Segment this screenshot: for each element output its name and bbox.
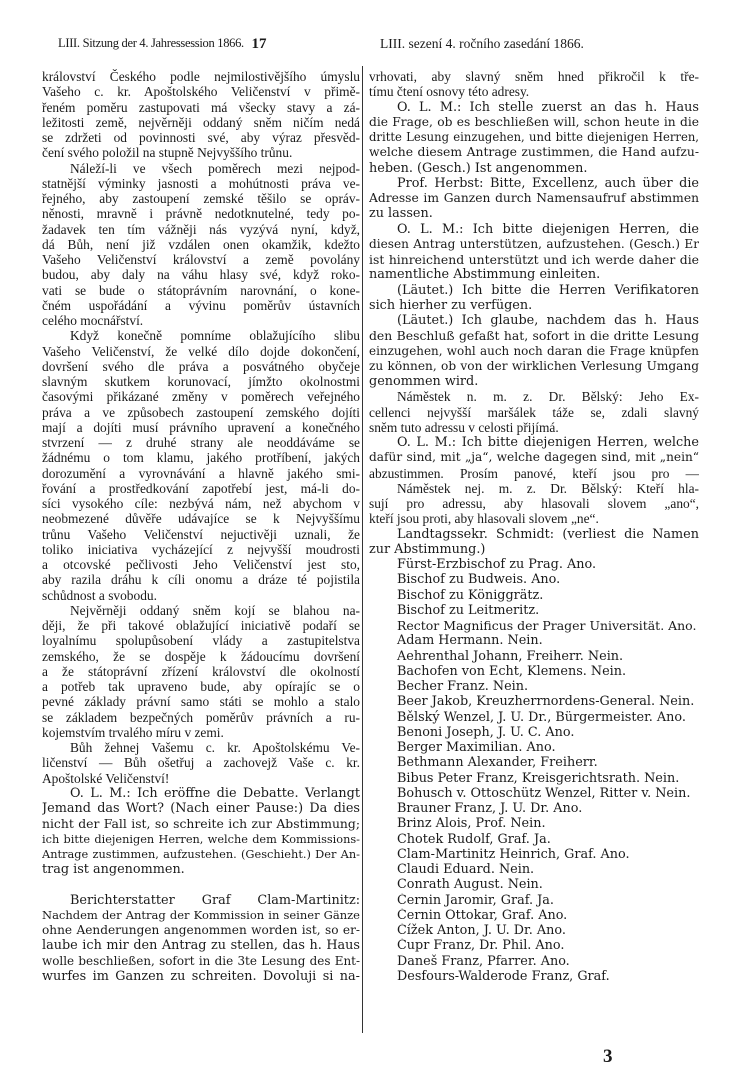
vote-list-entry: Desfours-Walderode Franz, Graf. bbox=[397, 968, 610, 984]
column-divider bbox=[362, 66, 363, 1033]
text-line: dá Bůh, není již vzdálen onen okamžik, kdežto bbox=[42, 236, 360, 252]
vote-list-entry: Beer Jakob, Kreuzherrnordens-General. Nein. bbox=[397, 694, 695, 710]
text-line: sují pro adressu, aby hlasovali slovem „ano“, bbox=[369, 496, 699, 511]
text-line: toliko iniciativa vycházející z nejvyšší moudrosti bbox=[42, 541, 360, 557]
text-line: (Läutet.) Ich glaube, nachdem das h. Haus bbox=[397, 313, 699, 328]
text-line: ist hinreichend unterstützt und ich werde daher die bbox=[369, 252, 699, 267]
text-line: časovými přikázané změny v poměrech veřejného bbox=[42, 389, 360, 405]
text-line: něnosti, mravně i právně nedotknutelné, tedy po- bbox=[42, 206, 360, 222]
header-german: LIII. Sitzung der 4. Jahressession 1866. bbox=[58, 36, 244, 50]
text-line: vrhovati, aby slavný sněm hned přikročil k tře- bbox=[369, 69, 699, 84]
vote-list-entry: Berger Maximilian. Ano. bbox=[397, 740, 556, 755]
text-line: sich hierher zu verfügen. bbox=[369, 297, 533, 313]
text-line: Nejvěrněji oddaný sněm kojí se blahou na- bbox=[70, 602, 360, 618]
text-line: zur Abstimmung.) bbox=[369, 541, 486, 557]
vote-list-entry: Clam-Martinitz Heinrich, Graf. Ano. bbox=[397, 846, 630, 862]
text-line: cellenci nejvyšší maršálek táže se, zdali slavný bbox=[369, 404, 699, 420]
text-line: kojemstvím trvalého míru v zemi. bbox=[42, 724, 224, 740]
vote-list-entry: Adam Hermann. Nein. bbox=[397, 633, 543, 649]
text-line: laube ich mir den Antrag zu stellen, das h. Haus bbox=[42, 938, 360, 954]
text-line: Vašeho Veličenství království a země povolány bbox=[42, 252, 360, 267]
text-line: Když konečně pomníme oblažujícího slibu bbox=[70, 328, 360, 344]
text-line: se základem bezpečných poměrův právních a ru- bbox=[42, 709, 360, 725]
text-line: sněm tuto adressu v celosti přijímá. bbox=[369, 419, 559, 435]
right-column bbox=[369, 69, 699, 984]
text-line: diesen Antrag unterstützen, aufzustehen. (Gesch.) Er bbox=[369, 236, 699, 251]
text-line: trag ist angenommen. bbox=[42, 862, 185, 877]
text-line: neobmezené důvěře udávajíce se k Nejvyššímu bbox=[42, 511, 360, 527]
vote-list-entry: Černin Jaromir, Graf. Ja. bbox=[397, 892, 554, 908]
text-line: čném uspořádání a vývinu poměrův ústavních bbox=[42, 297, 360, 313]
vote-list-entry: Brinz Alois, Prof. Nein. bbox=[397, 816, 546, 832]
text-line: stvrzení — z druhé strany ale neoddáváme se bbox=[42, 435, 360, 450]
text-line: O. L. M.: Ich bitte diejenigen Herren, die bbox=[397, 221, 699, 237]
text-line: tímu čtení osnovy této adresy. bbox=[369, 84, 530, 100]
text-line: die Frage, ob es beschließen will, schon heute in die bbox=[369, 114, 699, 129]
text-line: welche diesem Antrage zustimmen, die Hand aufzu- bbox=[369, 145, 699, 160]
text-line: wurfes im Ganzen zu schreiten. Dovoluji si na- bbox=[42, 968, 360, 984]
text-line: nicht der Fall ist, so schreite ich zur Abstimmung; bbox=[42, 816, 360, 832]
text-line: ležitosti země, nejvěrněji oddaný sněm ničím nedá bbox=[42, 114, 360, 130]
text-line: řování a prostředkování zapotřebí jest, má-li do- bbox=[42, 480, 360, 496]
text-line: dovršení svého dle práva a posvátného obyčeje bbox=[42, 358, 360, 374]
text-line: Vašeho c. kr. Apoštolského Veličenství v přimě- bbox=[42, 84, 360, 100]
text-line: dafür sind, mit „ja“, welche dagegen sind, mit „nein“ bbox=[369, 450, 699, 465]
vote-list-entry: Benoni Joseph, J. U. C. Ano. bbox=[397, 724, 575, 740]
vote-list-entry: Conrath August. Nein. bbox=[397, 877, 543, 893]
vote-list-entry: Čupr Franz, Dr. Phil. Ano. bbox=[397, 938, 565, 954]
text-line: Jemand das Wort? (Nach einer Pause:) Da dies bbox=[42, 801, 360, 816]
text-line: Prof. Herbst: Bitte, Excellenz, auch über die bbox=[397, 175, 699, 191]
text-line: einzugehen, wohl auch noch daran die Frage knüpfen bbox=[369, 343, 699, 358]
vote-list-entry: Fürst-Erzbischof zu Prag. Ano. bbox=[397, 557, 597, 572]
header-czech: LIII. sezení 4. ročního zasedání 1866. bbox=[380, 36, 584, 51]
text-line: schůdnost a svobodu. bbox=[42, 587, 157, 603]
text-line: Náleží-li ve všech poměrech mezi nejpod- bbox=[70, 160, 360, 176]
vote-list-entry: Čížek Anton, J. U. Dr. Ano. bbox=[397, 923, 566, 938]
text-line: řeném poměru zastupovati má všecky stavy a zá- bbox=[42, 99, 360, 115]
vote-list-entry: Brauner Franz, J. U. Dr. Ano. bbox=[397, 801, 583, 816]
text-line: Landtagssekr. Schmidt: (verliest die Namen bbox=[397, 526, 699, 542]
text-line: ději, že při takové oblažující iniciativě podaří se bbox=[42, 618, 360, 633]
vote-list-entry: Chotek Rudolf, Graf. Ja. bbox=[397, 831, 551, 847]
text-line: pevné základy právní samo státi se mohlo a stalo bbox=[42, 694, 360, 710]
text-line: dritte Lesung einzugehen, und bitte diejenigen Herren, bbox=[369, 130, 699, 144]
text-line: Apoštolské Veličenství! bbox=[42, 770, 170, 786]
vote-list-entry: Bischof zu Budweis. Ano. bbox=[397, 572, 561, 588]
text-line: loyalnímu spolupůsobení vlády a zastupitelstva bbox=[42, 633, 360, 649]
sheet-number: 3 bbox=[603, 1046, 613, 1067]
blank-line bbox=[42, 877, 360, 892]
text-line: zu lassen. bbox=[369, 206, 433, 222]
text-line: wolle beschließen, sofort in die 3te Lesung des Ent- bbox=[42, 953, 360, 968]
text-line: ličenství — Bůh ošetřuj a zachovejž Vaše c. kr. bbox=[42, 755, 360, 771]
text-line: práva a ve způsobech zastoupení zemského dojíti bbox=[42, 404, 360, 420]
left-column bbox=[42, 69, 360, 984]
text-line: řejného, aby zastoupení zemské těšilo se opráv- bbox=[42, 191, 360, 206]
text-line: aby razila dráhu k cíli onomu a dráze té pojistila bbox=[42, 572, 360, 588]
text-line: zemského, že se dospěje k žádoucímu dovršení bbox=[42, 648, 360, 664]
text-line: mají a dojíti musí právního upravení a konečného bbox=[42, 419, 360, 435]
text-line: (Läutet.) Ich bitte die Herren Verifikatoren bbox=[397, 282, 699, 298]
text-line: Berichterstatter Graf Clam-Martinitz: bbox=[70, 892, 360, 908]
text-line: Adresse im Ganzen durch Namensaufruf abstimmen bbox=[369, 191, 699, 205]
vote-list-entry: Bethmann Alexander, Freiherr. bbox=[397, 755, 598, 771]
text-line: a potřeb tak upraveno bude, aby opírajíc se o bbox=[42, 679, 360, 694]
vote-list-entry: Bohusch v. Ottoschütz Wenzel, Ritter v. Nein. bbox=[397, 785, 691, 801]
text-line: budou, aby daly na váhu hlasy své, když roko- bbox=[42, 267, 360, 283]
text-line: slavným skutkem korunovací, jímžto okolnostmi bbox=[42, 374, 360, 389]
text-line: a že státoprávní zřízení království dle okolností bbox=[42, 663, 360, 679]
vote-list-entry: Claudi Eduard. Nein. bbox=[397, 862, 535, 877]
text-line: čení svého položil na stupně Nejvyššího trůnu. bbox=[42, 145, 293, 161]
text-line: zu können, ob von der wirklichen Verlesung Umgang bbox=[369, 358, 699, 373]
vote-list-entry: Rector Magnificus der Prager Universität. Ano. bbox=[397, 618, 697, 633]
text-line: kteří jsou proti, aby hlasovali slovem „ne“. bbox=[369, 511, 599, 527]
vote-list-entry: Bibus Peter Franz, Kreisgerichtsrath. Nein. bbox=[397, 770, 680, 786]
running-header bbox=[0, 36, 750, 56]
text-line: O. L. M.: Ich eröffne die Debatte. Verlangt bbox=[70, 785, 360, 801]
vote-list-entry: Daneš Franz, Pfarrer. Ano. bbox=[397, 953, 570, 969]
text-line: Nachdem der Antrag der Kommission in seiner Gänze bbox=[42, 907, 360, 922]
text-line: žádnému o tom klamu, jakého protříbení, jakých bbox=[42, 450, 360, 466]
vote-list-entry: Bischof zu Leitmeritz. bbox=[397, 602, 540, 618]
text-line: Náměstek nej. m. z. Dr. Bělský: Kteří hla- bbox=[397, 480, 699, 496]
text-line: vati se bude o státoprávním narovnání, o kone- bbox=[42, 282, 360, 298]
text-line: žadavek ten tím vážněji nás vyzývá nyní, když, bbox=[42, 221, 360, 237]
vote-list-entry: Černin Ottokar, Graf. Ano. bbox=[397, 907, 568, 923]
text-line: den Beschluß gefaßt hat, sofort in die dritte Lesung bbox=[369, 328, 699, 344]
text-line: Vašeho Veličenství, že velké dílo dojde dokončení, bbox=[42, 343, 360, 359]
text-line: ohne Aenderungen angenommen worden ist, so er- bbox=[42, 923, 360, 937]
text-line: abzustimmen. Prosím panové, kteří jsou pro — bbox=[369, 465, 699, 481]
vote-list-entry: Bachofen von Echt, Klemens. Nein. bbox=[397, 663, 627, 679]
text-line: namentliche Abstimmung einleiten. bbox=[369, 267, 601, 283]
text-line: statnější výminky jasnosti a mohútnosti práva ve- bbox=[42, 175, 360, 191]
vote-list-entry: Bischof zu Königgrätz. bbox=[397, 587, 544, 603]
text-line: dorozumění a vyrovnávání a hlavně jakého smi- bbox=[42, 465, 360, 481]
text-line: království Českého podle nejmilostivějšího úmyslu bbox=[42, 69, 360, 84]
text-line: Náměstek n. m. z. Dr. Bělský: Jeho Ex- bbox=[397, 389, 699, 405]
text-line: celého mocnářství. bbox=[42, 313, 144, 328]
vote-list-entry: Aehrenthal Johann, Freiherr. Nein. bbox=[397, 648, 624, 664]
text-line: Bůh žehnej Vašemu c. kr. Apoštolskému Ve- bbox=[70, 740, 360, 755]
text-line: heben. (Gesch.) Ist angenommen. bbox=[369, 160, 588, 176]
text-line: genommen wird. bbox=[369, 374, 479, 389]
text-line: trůnu Vašeho Veličenství nejuctivěji uznali, že bbox=[42, 526, 360, 542]
text-line: O. L. M.: Ich stelle zuerst an das h. Haus bbox=[397, 99, 699, 115]
text-line: se zdržeti od povinnosti své, aby výraz přesvěd- bbox=[42, 130, 360, 145]
text-line: O. L. M.: Ich bitte diejenigen Herren, welche bbox=[397, 435, 699, 450]
text-line: a otcovské pečlivosti Jeho Veličenství jest sto, bbox=[42, 557, 360, 572]
text-line: ich bitte diejenigen Herren, welche dem Kommissions- bbox=[42, 832, 360, 846]
vote-list-entry: Bělský Wenzel, J. U. Dr., Bürgermeister. Ano. bbox=[397, 709, 686, 725]
text-line: Antrage zustimmen, aufzustehen. (Geschieht.) Der An- bbox=[42, 846, 360, 861]
page-number: 17 bbox=[251, 36, 267, 52]
vote-list-entry: Becher Franz. Nein. bbox=[397, 679, 529, 694]
text-line: síci vysokého cíle: nezbývá nám, než abychom v bbox=[42, 496, 360, 511]
